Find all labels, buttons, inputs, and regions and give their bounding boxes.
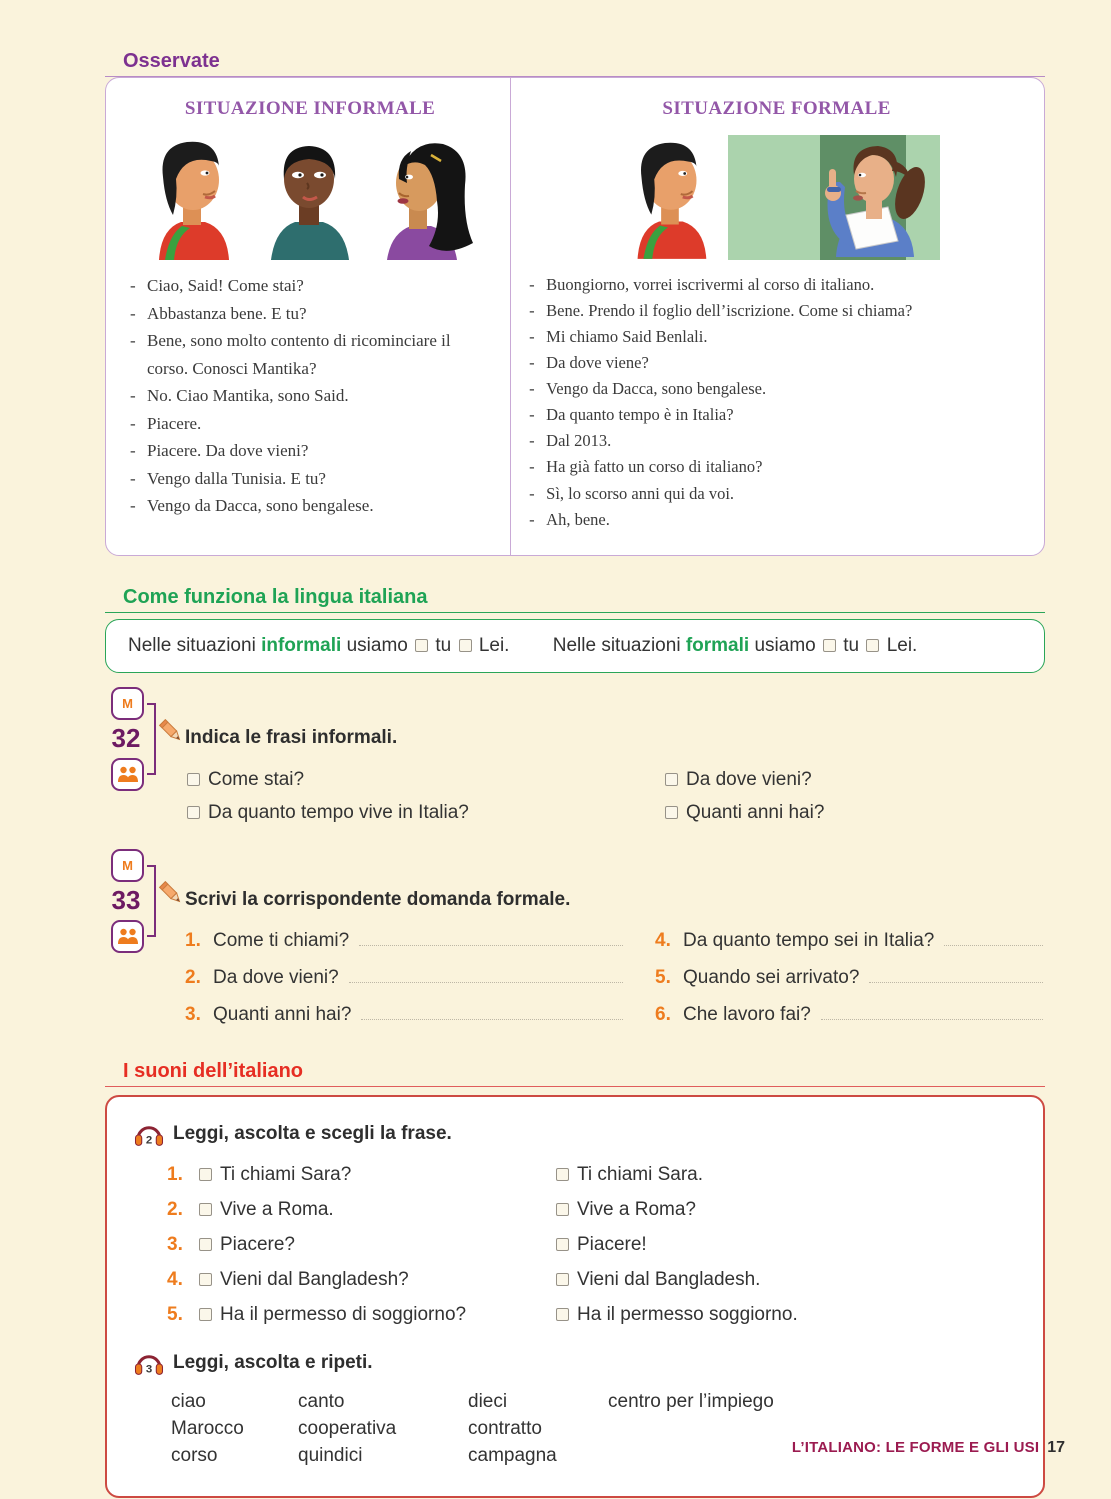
informal-illustration [130, 132, 490, 260]
option-checkbox[interactable] [199, 1238, 212, 1251]
dialogue-line: - Buongiorno, vorrei iscrivermi al corso di italiano. [529, 272, 1024, 298]
answer-line[interactable] [944, 927, 1043, 946]
page-footer [792, 1439, 1065, 1457]
osservate-heading: Osservate [105, 50, 1045, 77]
listen-exercise-2-rows: 1. Ti chiami Sara? Ti chiami Sara. 2. Vive a Roma. Vive a Roma? 3. Piacere? Piacere! 4. Vieni dal Bangladesh? Vieni dal Bangladesh. 5. Ha il permesso di soggiorno? Ha il permesso soggiorno. [167, 1164, 1017, 1326]
formal-column [510, 78, 1044, 555]
checkbox-informal-lei[interactable] [459, 639, 472, 652]
option: Piacere! [554, 1234, 1017, 1256]
student-man-illustration [135, 135, 245, 260]
exercise-number: 32 [111, 722, 141, 753]
word-column: centro per l’impiego [608, 1390, 774, 1412]
exercise-33-items [185, 849, 1045, 1026]
option-checkbox[interactable] [556, 1168, 569, 1181]
dialogue-line: - Ah, bene. [529, 507, 1024, 533]
option-checkbox[interactable] [199, 1168, 212, 1181]
informal-dialogue [130, 272, 490, 520]
option: Vieni dal Bangladesh? [197, 1269, 554, 1291]
dialogue-line: - Bene. Prendo il foglio dell’iscrizione. Come si chiama? [529, 298, 1024, 324]
dialogue-line: - Bene, sono molto contento di ricominciare il corso. Conosci Mantika? [130, 327, 490, 382]
option-checkbox[interactable] [199, 1203, 212, 1216]
question-item: 5. Quando sei arrivato? [655, 964, 1045, 989]
exercise-32-options [185, 687, 1045, 824]
headphones-icon [133, 1350, 165, 1377]
people-icon [117, 766, 139, 782]
pair-work-badge [111, 920, 144, 953]
question-item: 2. Da dove vieni? [185, 964, 625, 989]
option: Ha il permesso soggiorno. [554, 1304, 1017, 1326]
option: Ti chiami Sara? [197, 1164, 554, 1186]
option: Da dove vieni? [663, 769, 1045, 791]
repeat-words-grid [171, 1389, 1017, 1470]
option: Vieni dal Bangladesh. [554, 1269, 1017, 1291]
highlight-informali: informali [261, 634, 342, 656]
option-checkbox[interactable] [199, 1308, 212, 1321]
pencil-icon [157, 717, 185, 750]
exercise-33-title: Scrivi la corrispondente domanda formale. [185, 888, 571, 910]
observe-panel [105, 77, 1045, 556]
option: Vive a Roma? [554, 1199, 1017, 1221]
module-badge [111, 687, 144, 720]
answer-line[interactable] [821, 1001, 1043, 1020]
usage-sentence-formal: Nelle situazioni formali usiamo tu Lei. [552, 634, 918, 656]
word-column: dieci contratto campagna [468, 1390, 557, 1466]
dialogue-line: - Piacere. [130, 410, 490, 438]
option-checkbox[interactable] [556, 1273, 569, 1286]
formal-illustration [529, 132, 1024, 260]
sounds-section [105, 1060, 1045, 1498]
dialogue-line: - No. Ciao Mantika, sono Said. [130, 382, 490, 410]
answer-line[interactable] [349, 964, 623, 983]
dialogue-line: - Ciao, Said! Come stai? [130, 272, 490, 300]
word-column: ciao Marocco corso [171, 1390, 244, 1466]
option: Piacere? [197, 1234, 554, 1256]
listen-exercise-2-header [133, 1121, 1017, 1148]
option: Da quanto tempo vive in Italia? [185, 802, 663, 824]
exercise-32 [105, 687, 1045, 835]
footer-chapter-label: L’ITALIANO: LE FORME E GLI USI [791, 1439, 1040, 1456]
headphones-icon [133, 1121, 165, 1148]
usage-sentence-informal: Nelle situazioni informali usiamo tu Lei. [128, 634, 510, 656]
checkbox-formal-lei[interactable] [866, 639, 879, 652]
dialogue-line: - Dal 2013. [529, 428, 1024, 454]
module-letter: M [122, 857, 133, 873]
grammar-rule-box [105, 619, 1045, 673]
dialogue-line: - Da dove viene? [529, 350, 1024, 376]
option: Quanti anni hai? [663, 802, 1045, 824]
question-item: 6. Che lavoro fai? [655, 1001, 1045, 1026]
dialogue-line: - Sì, lo scorso anni qui da voi. [529, 481, 1024, 507]
option-checkbox[interactable] [665, 806, 678, 819]
page-number: 17 [1047, 1439, 1065, 1456]
option: Vive a Roma. [197, 1199, 554, 1221]
option-checkbox[interactable] [556, 1238, 569, 1251]
formal-dialogue [529, 272, 1024, 533]
question-item: 1. Come ti chiami? [185, 927, 625, 952]
option: Ha il permesso di soggiorno? [197, 1304, 554, 1326]
informal-title: SITUAZIONE INFORMALE [184, 98, 436, 119]
dialogue-line: - Vengo dalla Tunisia. E tu? [130, 465, 490, 493]
answer-line[interactable] [359, 927, 623, 946]
word-column: canto cooperativa quindici [298, 1390, 397, 1466]
answer-line[interactable] [361, 1001, 623, 1020]
listen-exercise-2-title: Leggi, ascolta e scegli la frase. [173, 1123, 452, 1145]
exercise-32-title: Indica le frasi informali. [185, 726, 398, 748]
badge-bracket [147, 865, 156, 937]
pencil-icon [157, 879, 185, 912]
question-item: 3. Quanti anni hai? [185, 1001, 625, 1026]
exercise-number: 33 [111, 884, 141, 915]
student-man2-illustration [251, 135, 363, 260]
badge-bracket [147, 703, 156, 775]
dialogue-line: - Vengo da Dacca, sono bengalese. [130, 492, 490, 520]
come-funziona-heading: Come funziona la lingua italiana [105, 586, 1045, 613]
people-icon [117, 928, 139, 944]
module-badge [111, 849, 144, 882]
track-number: 3 [145, 1362, 153, 1375]
dialogue-line: - Mi chiamo Said Benlali. [529, 324, 1024, 350]
listen-exercise-3-header [133, 1350, 1017, 1377]
teacher-woman-illustration [728, 135, 940, 260]
pair-work-badge [111, 758, 144, 791]
student-woman-illustration [369, 135, 485, 260]
formal-title: SITUAZIONE FORMALE [662, 98, 891, 119]
question-item: 4. Da quanto tempo sei in Italia? [655, 927, 1045, 952]
option: Come stai? [185, 769, 663, 791]
option-checkbox[interactable] [556, 1203, 569, 1216]
informal-column [106, 78, 510, 555]
highlight-formali: formali [685, 634, 750, 656]
option-checkbox[interactable] [187, 773, 200, 786]
dialogue-line: - Piacere. Da dove vieni? [130, 437, 490, 465]
dialogue-line: - Abbastanza bene. E tu? [130, 300, 490, 328]
option-checkbox[interactable] [665, 773, 678, 786]
option-checkbox[interactable] [187, 806, 200, 819]
option: Ti chiami Sara. [554, 1164, 1017, 1186]
listen-exercise-3-title: Leggi, ascolta e ripeti. [173, 1352, 373, 1374]
module-letter: M [122, 695, 133, 711]
exercise-33 [105, 849, 1045, 1026]
checkbox-informal-tu[interactable] [415, 639, 428, 652]
track-number: 2 [145, 1133, 153, 1146]
sounds-box [105, 1095, 1045, 1498]
suoni-heading: I suoni dell’italiano [105, 1060, 1045, 1087]
option-checkbox[interactable] [199, 1273, 212, 1286]
answer-line[interactable] [869, 964, 1043, 983]
checkbox-formal-tu[interactable] [823, 639, 836, 652]
dialogue-line: - Ha già fatto un corso di italiano? [529, 454, 1024, 480]
option-checkbox[interactable] [556, 1308, 569, 1321]
dialogue-line: - Da quanto tempo è in Italia? [529, 402, 1024, 428]
student-man-illustration [614, 135, 722, 260]
dialogue-line: - Vengo da Dacca, sono bengalese. [529, 376, 1024, 402]
